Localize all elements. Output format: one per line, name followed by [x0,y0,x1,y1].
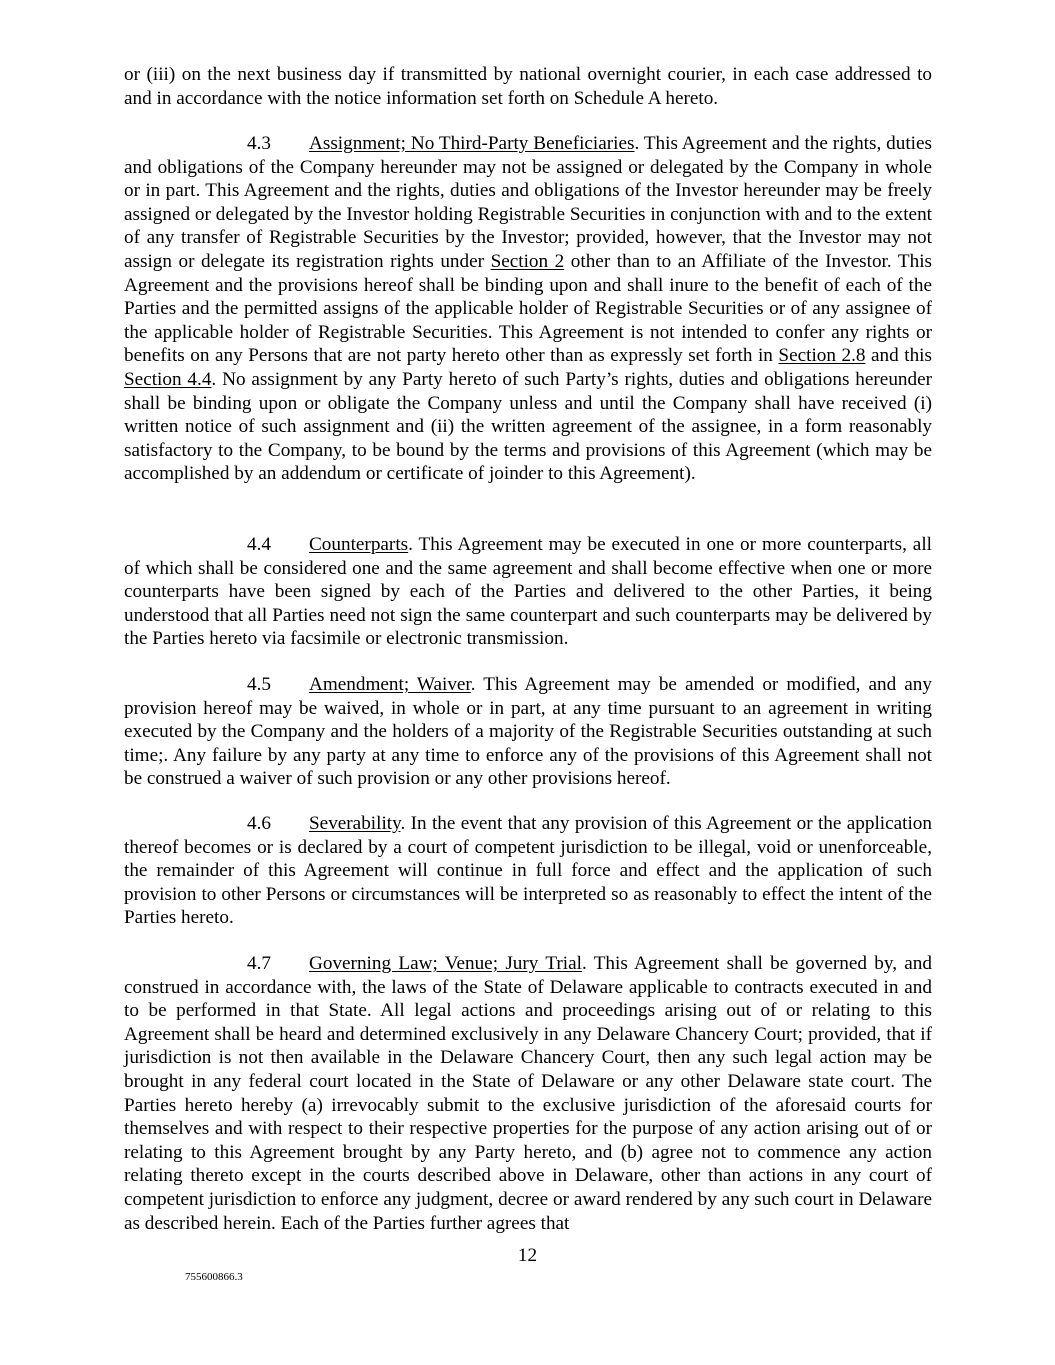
section-number: 4.6 [247,813,271,834]
section-body: . This Agreement may be amended or modified, and any provision hereof may be waived, in whole or in part, at any time pursuant to an agreement in writing executed by the Company and the holders of a majority of the Registrable Securities outstanding at such time;. Any failure by any party at any time to enforce any of the provisions of this Agreement shall not be construed a waiver of such provision or any other provisions hereof. [124,674,932,790]
section-body: . No assignment by any Party hereto of such Party’s rights, duties and obligations hereunder shall be binding upon or obligate the Company unless and until the Company shall have received (i) written notice of such assignment and (ii) the written agreement of the assignee, in a form reasonably satisfactory to the Company, to be bound by the terms and provisions of this Agreement (which may be accomplished by an addendum or certificate of joinder to this Agreement). [124,368,933,485]
section-reference: Section 2.8 [778,345,866,367]
document-id: 755600866.3 [185,1271,243,1283]
section-4-4-paragraph [124,533,932,651]
section-body: and this [865,345,932,367]
section-body: other than to an Affiliate of the Investor. This Agreement and the provisions hereof shall be binding upon and shall inure to the benefit of each of the Parties and the permitted assigns of the applicable holder of Registrable Securities or of any assignee of the applicable holder of Registrable Securities. This Agreement is not intended to confer any rights or benefits on any Persons that are not party hereto other than as expressly set forth in [124,250,932,367]
section-number: 4.4 [247,534,271,555]
section-title: Counterparts [309,534,409,555]
section-reference: Section 2 [490,250,565,272]
section-number: 4.5 [247,674,271,695]
section-4-5-paragraph [124,673,932,791]
section-4-6-paragraph [124,812,932,930]
page-number: 12 [517,1245,538,1266]
intro-text: or (iii) on the next business day if transmitted by national overnight courier, in each case addressed to and in accordance with the notice information set forth on Schedule A hereto. [124,64,932,109]
section-number: 4.7 [247,953,271,974]
section-reference: Section 4.4 [124,368,212,390]
section-body: . In the event that any provision of this Agreement or the application thereof becomes or is declared by a court of competent jurisdiction to be illegal, void or unenforceable, the remainder of this Agreement will continue in full force and effect and the application of such provision to other Persons or circumstances will be interpreted so as reasonably to effect the intent of the Parties hereto. [124,813,932,929]
section-title: Assignment; No Third-Party Beneficiaries [309,133,635,154]
intro-paragraph [124,63,932,110]
section-4-7-paragraph [124,952,932,1235]
section-body: . This Agreement and the rights, duties and obligations of the Company hereunder may not be assigned or delegated by the Company in whole or in part. This Agreement and the rights, duties and obligations of the Investor hereunder may be freely assigned or delegated by the Investor holding Registrable Securities in conjunction with and to the extent of any transfer of Registrable Securities by the Investor; provided, however, that the Investor may not assign or delegate its registration rights under [124,133,932,272]
section-body: . This Agreement may be executed in one or more counterparts, all of which shall be considered one and the same agreement and shall become effective when one or more counterparts have been signed by each of the Parties and delivered to the other Parties, it being understood that all Parties need not sign the same counterpart and such counterparts may be delivered by the Parties hereto via facsimile or electronic transmission. [124,534,932,650]
section-number: 4.3 [247,133,271,154]
section-title: Severability [309,813,401,834]
section-title: Governing Law; Venue; Jury Trial [309,953,582,974]
section-title: Amendment; Waiver [309,674,471,695]
section-4-3-paragraph [124,132,932,486]
section-body: . This Agreement shall be governed by, and construed in accordance with, the laws of the State of Delaware applicable to contracts executed in and to be performed in that State. All legal actions and proceedings arising out of or relating to this Agreement shall be heard and determined exclusively in any Delaware Chancery Court; provided, that if jurisdiction is not then available in the Delaware Chancery Court, then any such legal action may be brought in any federal court located in the State of Delaware or any other Delaware state court. The Parties hereto hereby (a) irrevocably submit to the exclusive jurisdiction of the aforesaid courts for themselves and with respect to their respective properties for the purpose of any action arising out of or relating to this Agreement brought by any Party hereto, and (b) agree not to commence any action relating thereto except in the courts described above in Delaware, other than actions in any court of competent jurisdiction to enforce any judgment, decree or award rendered by any such court in Delaware as described herein. Each of the Parties further agrees that [124,953,932,1234]
